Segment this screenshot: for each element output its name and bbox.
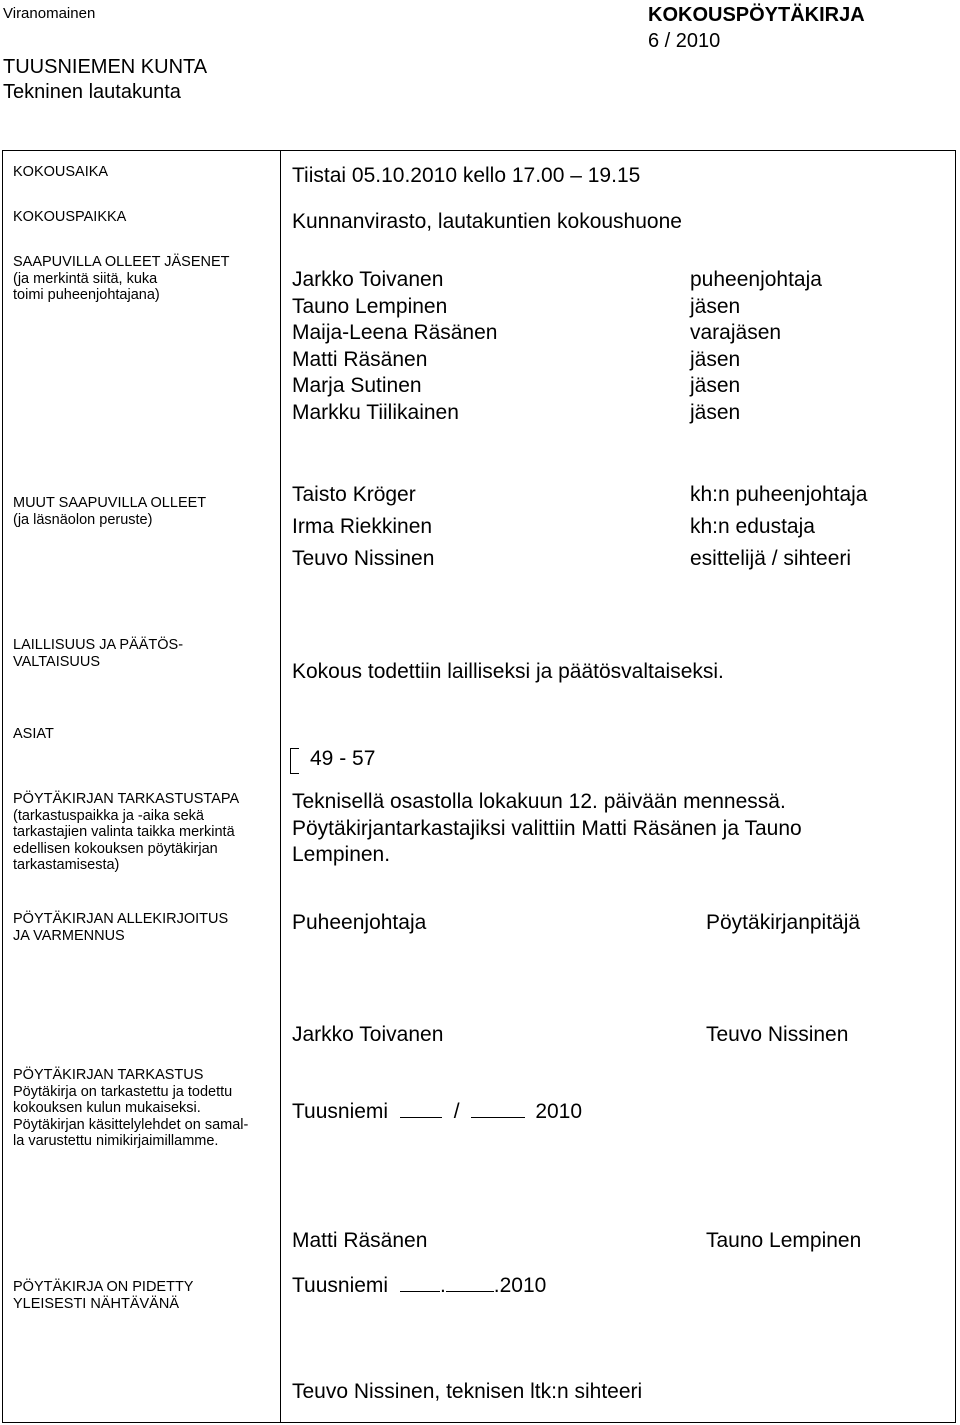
inspection-method-label-line: (tarkastuspaikka ja -aika sekä bbox=[13, 807, 204, 824]
legality-label-line: VALTAISUUS bbox=[13, 653, 101, 670]
signature-label bbox=[13, 911, 228, 944]
legality-label-line: LAILLISUUS JA PÄÄTÖS- bbox=[13, 637, 184, 653]
reviewer-2-name: Tauno Lempinen bbox=[706, 1229, 862, 1252]
review-label-line: Pöytäkirjan käsittelylehdet on samal- bbox=[13, 1116, 249, 1133]
member-name: Maija-Leena Räsänen bbox=[292, 321, 498, 344]
other-attendee-role: kh:n edustaja bbox=[690, 515, 815, 538]
other-attendee-name: Irma Riekkinen bbox=[292, 515, 433, 538]
document-title: KOKOUSPÖYTÄKIRJA bbox=[648, 4, 865, 26]
member-name: Matti Räsänen bbox=[292, 347, 428, 371]
column-divider bbox=[280, 150, 281, 1423]
meeting-time-value: Tiistai 05.10.2010 kello 17.00 – 19.15 bbox=[292, 164, 641, 187]
legality-label bbox=[13, 637, 183, 670]
other-attendee-name: Taisto Kröger bbox=[292, 483, 416, 506]
public-display-label-line: PÖYTÄKIRJA ON PIDETTY bbox=[13, 1279, 194, 1295]
document-number: 6 / 2010 bbox=[648, 30, 721, 52]
member-name: Marja Sutinen bbox=[292, 374, 422, 397]
review-place-date bbox=[292, 1099, 582, 1126]
others-role-list bbox=[690, 479, 868, 575]
public-display-label-line: YLEISESTI NÄHTÄVÄNÄ bbox=[13, 1295, 179, 1312]
signature-label-line: PÖYTÄKIRJAN ALLEKIRJOITUS bbox=[13, 911, 229, 927]
public-month-blank bbox=[446, 1273, 494, 1292]
member-name: Markku Tiilikainen bbox=[292, 400, 459, 424]
members-label-line: toimi puheenjohtajana) bbox=[13, 287, 160, 303]
review-label-line: PÖYTÄKIRJAN TARKASTUS bbox=[13, 1067, 204, 1083]
inspection-method-label-line: PÖYTÄKIRJAN TARKASTUSTAPA bbox=[13, 791, 240, 807]
review-month-blank bbox=[471, 1099, 525, 1118]
members-label-line: (ja merkintä siitä, kuka bbox=[13, 270, 158, 287]
members-label-line: SAAPUVILLA OLLEET JÄSENET bbox=[13, 254, 230, 270]
others-label-line: MUUT SAAPUVILLA OLLEET bbox=[13, 495, 207, 511]
member-role: puheenjohtaja bbox=[690, 268, 822, 291]
others-name-list bbox=[292, 479, 434, 575]
member-role: jäsen bbox=[690, 294, 741, 318]
inspection-method-label-line: edellisen kokouksen pöytäkirjan bbox=[13, 840, 218, 857]
review-year: 2010 bbox=[535, 1100, 583, 1123]
inspection-method-line: Pöytäkirjantarkastajiksi valittiin Matti Räsänen ja Tauno bbox=[292, 816, 802, 840]
member-name: Jarkko Toivanen bbox=[292, 268, 444, 291]
chair-title: Puheenjohtaja bbox=[292, 911, 427, 934]
meeting-time-label: KOKOUSAIKA bbox=[13, 164, 109, 180]
inspection-method-label bbox=[13, 791, 239, 874]
review-label-line: kokouksen kulun mukaiseksi. bbox=[13, 1100, 201, 1116]
members-label bbox=[13, 254, 230, 304]
other-attendee-role: kh:n puheenjohtaja bbox=[690, 483, 868, 506]
other-attendee-name: Teuvo Nissinen bbox=[292, 547, 435, 570]
public-display-year: .2010 bbox=[493, 1274, 547, 1297]
legality-value: Kokous todettiin lailliseksi ja päätösvaltaiseksi. bbox=[292, 660, 724, 683]
signature-label-line: JA VARMENNUS bbox=[13, 927, 125, 944]
members-role-list bbox=[690, 267, 822, 426]
organization-name: TUUSNIEMEN KUNTA bbox=[3, 56, 208, 78]
other-attendee-role: esittelijä / sihteeri bbox=[690, 547, 852, 570]
section-bracket-mark bbox=[290, 748, 299, 774]
board-name: Tekninen lautakunta bbox=[3, 81, 181, 103]
inspection-method-label-line: tarkastamisesta) bbox=[13, 857, 120, 873]
matters-value: 49 - 57 bbox=[310, 747, 376, 770]
chair-name: Jarkko Toivanen bbox=[292, 1023, 444, 1046]
public-display-label bbox=[13, 1279, 193, 1312]
review-place: Tuusniemi bbox=[292, 1100, 389, 1123]
matters-label: ASIAT bbox=[13, 726, 54, 742]
review-label bbox=[13, 1067, 248, 1150]
others-label bbox=[13, 495, 206, 528]
others-label-line: (ja läsnäolon peruste) bbox=[13, 511, 153, 528]
secretary-title: Pöytäkirjanpitäjä bbox=[706, 911, 861, 934]
review-date-separator: / bbox=[453, 1100, 460, 1123]
inspection-method-value bbox=[292, 789, 802, 869]
inspection-method-line: Teknisellä osastolla lokakuun 12. päivään mennessä. bbox=[292, 790, 786, 813]
public-display-place: Tuusniemi bbox=[292, 1274, 389, 1297]
member-role: jäsen bbox=[690, 347, 741, 371]
secretary-name: Teuvo Nissinen bbox=[706, 1023, 849, 1046]
inspection-method-line: Lempinen. bbox=[292, 843, 391, 866]
inspection-method-label-line: tarkastajien valinta taikka merkintä bbox=[13, 824, 235, 840]
authority-label: Viranomainen bbox=[3, 5, 96, 22]
member-name: Tauno Lempinen bbox=[292, 294, 448, 318]
public-date-dot: . bbox=[439, 1274, 446, 1297]
public-day-blank bbox=[400, 1273, 440, 1292]
member-role: varajäsen bbox=[690, 321, 782, 344]
review-label-line: Pöytäkirja on tarkastettu ja todettu bbox=[13, 1083, 233, 1100]
review-day-blank bbox=[400, 1099, 442, 1118]
members-name-list bbox=[292, 267, 497, 426]
meeting-place-label: KOKOUSPAIKKA bbox=[13, 209, 127, 225]
member-role: jäsen bbox=[690, 400, 741, 424]
reviewer-1-name: Matti Räsänen bbox=[292, 1229, 428, 1252]
member-role: jäsen bbox=[690, 374, 741, 397]
meeting-place-value: Kunnanvirasto, lautakuntien kokoushuone bbox=[292, 210, 682, 233]
public-display-place-date bbox=[292, 1273, 546, 1300]
review-label-line: la varustettu nimikirjaimillamme. bbox=[13, 1133, 219, 1149]
public-display-signer: Teuvo Nissinen, teknisen ltk:n sihteeri bbox=[292, 1380, 643, 1403]
